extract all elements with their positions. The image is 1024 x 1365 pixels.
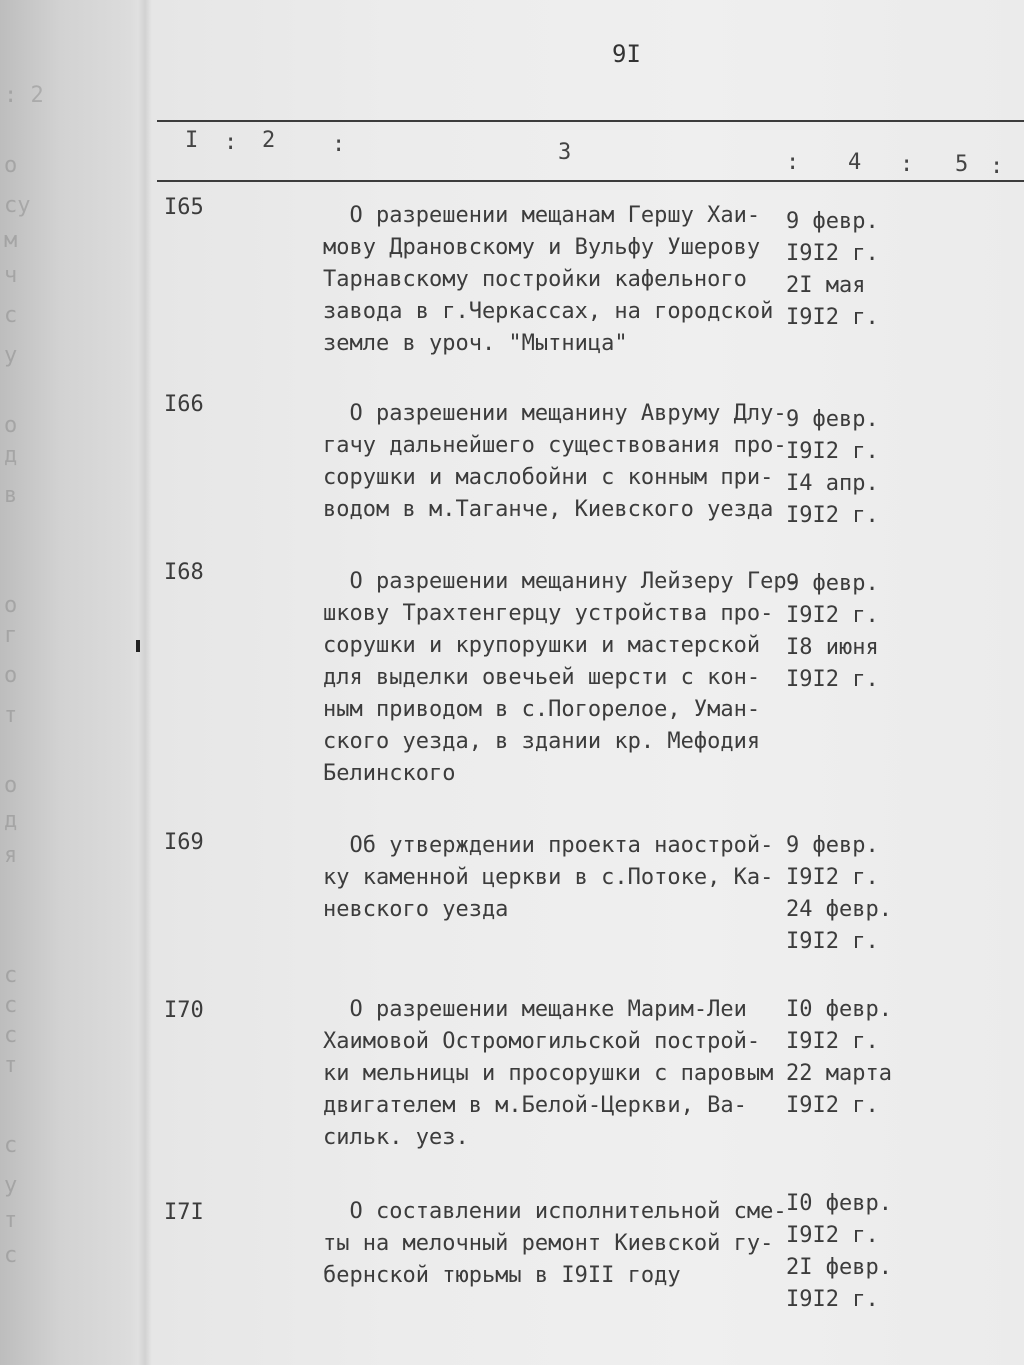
entry-description <box>323 200 793 360</box>
date-line: 9 февр. <box>786 833 879 858</box>
date-line: I9I2 г. <box>786 865 879 890</box>
entry-dates <box>786 206 916 334</box>
entry-dates <box>786 830 916 958</box>
date-line: I0 февр. <box>786 997 892 1022</box>
entry-line: невского уезда <box>323 897 509 922</box>
column-header-2: 2 <box>262 128 276 153</box>
entry-line: сильк. уез. <box>323 1125 469 1150</box>
column-header-4: 4 <box>848 150 862 175</box>
entry-description <box>323 830 793 926</box>
entry-line: завода в г.Черкассах, на городской <box>323 299 774 324</box>
column-separator: : <box>786 150 800 175</box>
column-separator: : <box>990 154 1004 179</box>
date-line: I8 июня <box>786 635 879 660</box>
date-line: 2I февр. <box>786 1255 892 1280</box>
entry-line: О разрешении мещанам Гершу Хаи- <box>323 203 761 228</box>
entry-line: ки мельницы и просорушки с паровым <box>323 1061 774 1086</box>
date-line: 9 февр. <box>786 571 879 596</box>
entry-dates <box>786 568 916 696</box>
entry-description <box>323 1196 793 1292</box>
date-line: I9I2 г. <box>786 1029 879 1054</box>
entry-description <box>323 566 800 790</box>
date-line: 2I мая <box>786 273 866 298</box>
date-line: I9I2 г. <box>786 1093 879 1118</box>
entry-line: ского уезда, в здании кр. Мефодия <box>323 729 761 754</box>
entry-dates <box>786 1188 916 1316</box>
entry-line: ты на мелочный ремонт Киевской гу- <box>323 1231 774 1256</box>
column-header-3: 3 <box>558 140 572 165</box>
entry-line: сорушки и крупорушки и мастерской <box>323 633 761 658</box>
date-line: I9I2 г. <box>786 929 879 954</box>
entry-description <box>323 398 793 526</box>
column-header-5: 5 <box>955 152 969 177</box>
date-line: I9I2 г. <box>786 305 879 330</box>
entry-number: I66 <box>164 392 204 417</box>
entry-line: ным приводом в с.Погорелое, Уман- <box>323 697 761 722</box>
column-separator: : <box>900 152 914 177</box>
entry-line: Хаимовой Остромогильской построй- <box>323 1029 761 1054</box>
entry-line: ку каменной церкви в с.Потоке, Ка- <box>323 865 774 890</box>
entry-line: гачу дальнейшего существования про- <box>323 433 787 458</box>
date-line: I0 февр. <box>786 1191 892 1216</box>
entry-line: сорушки и маслобойни с конным при- <box>323 465 774 490</box>
entry-line: Тарнавскому постройки кафельного <box>323 267 747 292</box>
entry-number: I68 <box>164 560 204 585</box>
column-separator: : <box>224 130 238 155</box>
date-line: 9 февр. <box>786 209 879 234</box>
entry-line: земле в уроч. "Мытница" <box>323 331 628 356</box>
column-header-1: I <box>185 128 199 153</box>
date-line: I9I2 г. <box>786 1287 879 1312</box>
date-line: I9I2 г. <box>786 439 879 464</box>
entry-line: О разрешении мещанке Марим-Леи <box>323 997 747 1022</box>
date-line: 24 февр. <box>786 897 892 922</box>
entry-line: мову Драновскому и Вульфу Ушерову <box>323 235 761 260</box>
entry-line: О разрешении мещанину Авруму Длу- <box>323 401 787 426</box>
entry-line: шкову Трахтенгерцу устройства про- <box>323 601 774 626</box>
entry-description <box>323 994 793 1154</box>
entry-line: О составлении исполнительной сме- <box>323 1199 787 1224</box>
entry-dates <box>786 994 916 1122</box>
date-line: I9I2 г. <box>786 603 879 628</box>
entry-number: I65 <box>164 195 204 220</box>
date-line: I9I2 г. <box>786 241 879 266</box>
entry-line: водом в м.Таганче, Киевского уезда <box>323 497 774 522</box>
date-line: 9 февр. <box>786 407 879 432</box>
entry-number: I70 <box>164 998 204 1023</box>
page-number: 9I <box>612 40 641 68</box>
date-line: 22 марта <box>786 1061 892 1086</box>
book-spine-shadow <box>138 0 152 1365</box>
entry-dates <box>786 404 916 532</box>
facing-page-bleed: : 2 o cy м ч c y o д в o г o т o д я c c c т c y т c <box>4 83 44 1268</box>
date-line: I9I2 г. <box>786 667 879 692</box>
margin-mark <box>136 640 140 652</box>
entry-line: Об утверждении проекта наострой- <box>323 833 774 858</box>
date-line: I9I2 г. <box>786 503 879 528</box>
entry-number: I69 <box>164 830 204 855</box>
entry-line: двигателем в м.Белой-Церкви, Ва- <box>323 1093 747 1118</box>
column-separator: : <box>332 132 346 157</box>
date-line: I9I2 г. <box>786 1223 879 1248</box>
entry-line: бернской тюрьмы в I9II году <box>323 1263 681 1288</box>
date-line: I4 апр. <box>786 471 879 496</box>
entry-line: Белинского <box>323 761 456 786</box>
header-bottom-rule <box>157 180 1024 182</box>
entry-number: I7I <box>164 1200 204 1225</box>
entry-line: для выделки овечьей шерсти с кон- <box>323 665 761 690</box>
header-top-rule <box>157 120 1024 122</box>
entry-line: О разрешении мещанину Лейзеру Гер- <box>323 569 800 594</box>
